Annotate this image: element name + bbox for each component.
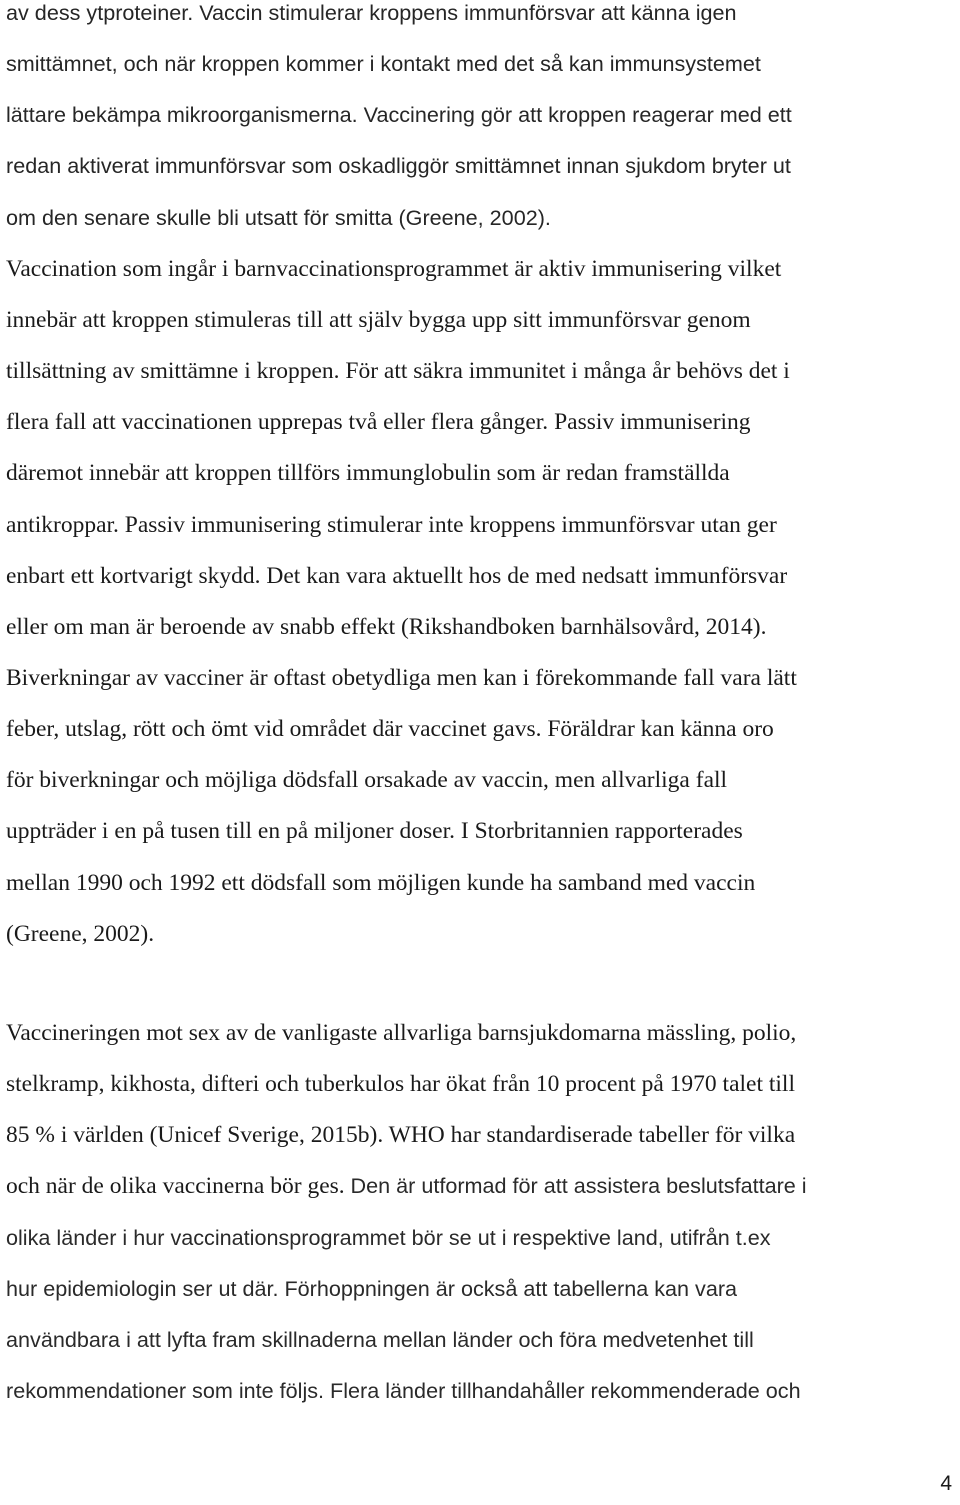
- text-segment: Föräldrar kan känna oro: [547, 716, 774, 743]
- text-segment: av dess ytproteiner. Vaccin stimulerar kroppens immunförsvar att känna igen: [6, 0, 737, 25]
- text-segment: Den är utformad för att assistera beslutsfattare i: [350, 1173, 807, 1199]
- text-line: [6, 1169, 950, 1203]
- text-segment: Biverkningar av vacciner är oftast obetydliga men kan i förekommande fall vara lätt: [6, 664, 797, 691]
- text-line: [6, 201, 950, 235]
- text-segment: olika länder i hur vaccinationsprogrammet bör se ut i respektive land, utifrån t.ex: [6, 1224, 771, 1250]
- text-segment: Passiv immunisering: [554, 409, 751, 436]
- text-line: [6, 1272, 950, 1306]
- text-line: [6, 661, 950, 695]
- text-segment: enbart ett kortvarigt skydd.: [6, 562, 267, 589]
- text-line: [6, 508, 950, 542]
- text-segment: eller om man är beroende av snabb effekt (Rikshandboken barnhälsovård, 2014).: [6, 613, 767, 640]
- text-line: [6, 354, 950, 388]
- text-segment: Vaccination som ingår i barnvaccinationsprogrammet är aktiv immunisering vilket: [6, 255, 782, 282]
- text-line: [6, 98, 950, 132]
- text-segment: användbara i att lyfta fram skillnaderna mellan länder och föra medvetenhet till: [6, 1326, 754, 1352]
- text-segment: uppträder i en på tusen till en på miljoner doser.: [6, 818, 461, 845]
- text-segment: hur epidemiologin ser ut där. Förhoppningen är också att tabellerna kan vara: [6, 1275, 738, 1301]
- text-line: [6, 814, 950, 848]
- text-line: [6, 47, 950, 81]
- text-segment: för biverkningar och möjliga dödsfall orsakade av vaccin, men allvarliga fall: [6, 767, 728, 794]
- text-segment: och när de olika vaccinerna bör ges.: [6, 1173, 351, 1200]
- text-segment: 85 % i världen (Unicef Sverige, 2015b). WHO har standardiserade tabeller för vilka: [6, 1122, 796, 1149]
- text-segment: feber, utslag, rött och ömt vid området där vaccinet gavs.: [6, 716, 548, 743]
- page-number: 4: [940, 1472, 952, 1495]
- text-segment: innebär att kroppen stimuleras till att själv bygga upp sitt immunförsvar genom: [6, 306, 751, 333]
- text-segment: flera fall att vaccinationen upprepas två eller flera gånger.: [6, 409, 555, 436]
- text-segment: däremot innebär att kroppen tillförs immunglobulin som är redan framställda: [6, 460, 730, 487]
- text-line: [6, 303, 950, 337]
- text-line: [6, 0, 950, 30]
- text-line: [6, 917, 950, 951]
- text-line: [6, 1067, 950, 1101]
- text-line: [6, 1118, 950, 1152]
- text-line: [6, 610, 950, 644]
- text-segment: (Greene, 2002).: [6, 920, 155, 947]
- text-segment: stelkramp, kikhosta, difteri och tuberkulos har ökat från 10 procent på 1970 talet till: [6, 1071, 795, 1098]
- text-line: [6, 559, 950, 593]
- text-segment: antikroppar.: [6, 511, 125, 538]
- text-segment: rekommendationer som inte följs. Flera länder tillhandahåller rekommenderade och: [6, 1378, 801, 1404]
- text-segment: redan aktiverat immunförsvar som oskadliggör smittämnet innan sjukdom bryter ut: [6, 153, 791, 179]
- text-line: [6, 866, 950, 900]
- text-segment: om den senare skulle bli utsatt för smitta (Greene, 2002).: [6, 204, 551, 230]
- text-line: [6, 1374, 950, 1408]
- text-segment: mellan 1990 och 1992 ett dödsfall som möjligen kunde ha samband med vaccin: [6, 869, 756, 896]
- text-line: [6, 1323, 950, 1357]
- text-line: [6, 149, 950, 183]
- text-line: [6, 456, 950, 490]
- text-line: [6, 1016, 950, 1050]
- text-line: [6, 763, 950, 797]
- text-segment: Det kan vara aktuellt hos de med nedsatt immunförsvar: [266, 562, 788, 589]
- text-line: [6, 712, 950, 746]
- text-segment: I Storbritannien rapporterades: [460, 818, 743, 845]
- text-segment: För att säkra immunitet i många år behövs det i: [345, 358, 790, 385]
- text-segment: tillsättning av smittämne i kroppen.: [6, 358, 346, 385]
- text-line: [6, 405, 950, 439]
- text-segment: Passiv immunisering stimulerar inte kroppens immunförsvar utan ger: [124, 511, 777, 538]
- text-line: [6, 1221, 950, 1255]
- text-segment: smittämnet, och när kroppen kommer i kontakt med det så kan immunsystemet: [6, 51, 761, 77]
- text-line: [6, 252, 950, 286]
- text-segment: lättare bekämpa mikroorganismerna. Vaccinering gör att kroppen reagerar med ett: [6, 102, 792, 128]
- text-segment: Vaccineringen mot sex av de vanligaste allvarliga barnsjukdomarna mässling, polio,: [6, 1020, 797, 1046]
